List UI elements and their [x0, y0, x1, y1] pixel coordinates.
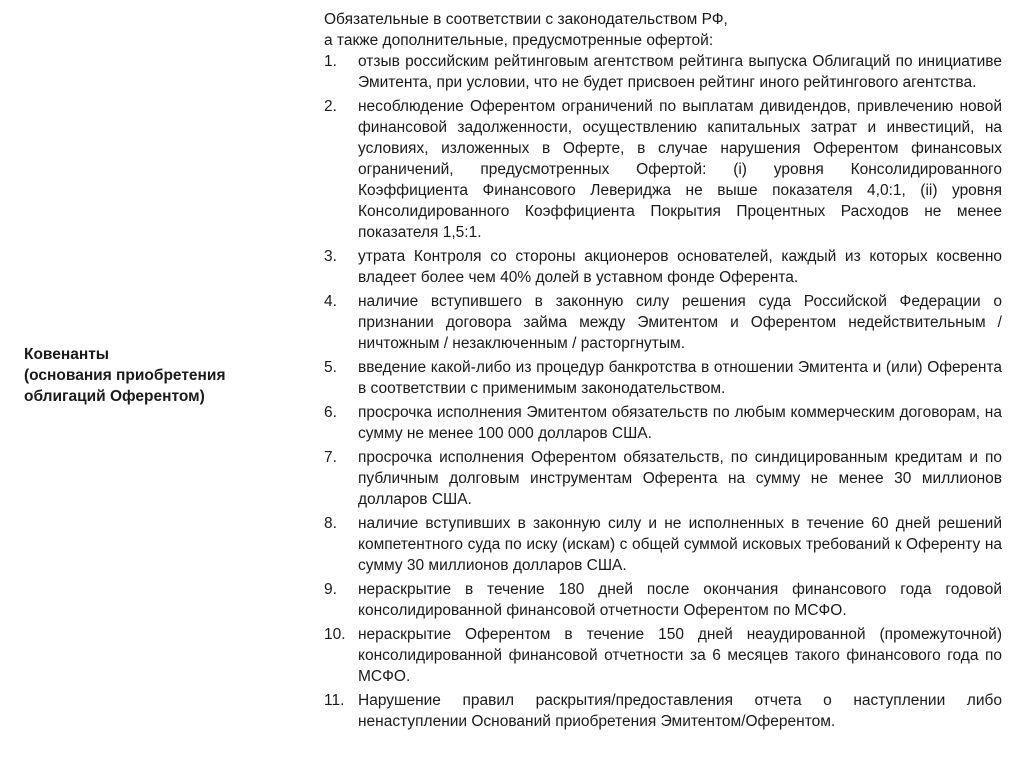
list-item: [324, 51, 1002, 93]
list-item-number: 6.: [324, 404, 337, 421]
covenants-content-cell: [324, 9, 1002, 735]
list-item: [324, 291, 1002, 354]
list-item-number: 8.: [324, 515, 337, 532]
list-item-number: 10.: [324, 626, 346, 643]
list-item: [324, 690, 1002, 732]
list-item-text: просрочка исполнения Оферентом обязательств, по синдицированным кредитам и по публичным долговым инструментам Оферента на сумму не менее 30 миллионов долларов США.: [358, 449, 1002, 508]
list-item-text: нераскрытие Оферентом в течение 150 дней неаудированной (промежуточной) консолидированной финансовой отчетности за 6 месяцев такого финансового года по МСФО.: [358, 626, 1002, 685]
list-item: [324, 624, 1002, 687]
covenants-subtitle-line-1: (основания приобретения: [24, 367, 226, 384]
covenants-title: Ковенанты: [24, 346, 110, 363]
list-item-number: 1.: [324, 53, 337, 70]
list-item-text: Нарушение правил раскрытия/предоставления отчета о наступлении либо ненаступлении Оснований приобретения Эмитентом/Оферентом.: [358, 692, 1002, 730]
list-item: [324, 96, 1002, 243]
list-item-text: нераскрытие в течение 180 дней после окончания финансового года годовой консолидированной финансовой отчетности Оферентом по МСФО.: [358, 581, 1002, 619]
intro-line-2: а также дополнительные, предусмотренные офертой:: [324, 32, 714, 49]
list-item: [324, 357, 1002, 399]
list-item-text: утрата Контроля со стороны акционеров основателей, каждый из которых косвенно владеет более чем 40% долей в уставном фонде Оферента.: [358, 248, 1002, 286]
list-item: [324, 246, 1002, 288]
list-item-number: 3.: [324, 248, 337, 265]
list-item: [324, 447, 1002, 510]
list-item-text: просрочка исполнения Эмитентом обязательств по любым коммерческим договорам, на сумму не менее 100 000 долларов США.: [358, 404, 1002, 442]
list-item-number: 7.: [324, 449, 337, 466]
list-item-text: наличие вступившего в законную силу решения суда Российской Федерации о признании договора займа между Эмитентом и Оферентом недействительным / ничтожным / незаключенным / расторгнутым.: [358, 293, 1002, 352]
list-item-number: 5.: [324, 359, 337, 376]
covenants-list: [324, 51, 1002, 732]
list-item: [324, 402, 1002, 444]
list-item: [324, 513, 1002, 576]
list-item-text: введение какой-либо из процедур банкротства в отношении Эмитента и (или) Оферента в соответствии с применимым законодательством.: [358, 359, 1002, 397]
list-item-number: 2.: [324, 98, 337, 115]
covenants-intro: [324, 9, 1002, 51]
intro-line-1: Обязательные в соответствии с законодательством РФ,: [324, 11, 728, 28]
covenants-label-cell: [24, 344, 284, 407]
list-item-text: наличие вступивших в законную силу и не исполненных в течение 60 дней решений компетентного суда по иску (искам) с общей суммой исковых требований к Оференту на сумму 30 миллионов долларов США.: [358, 515, 1002, 574]
list-item-text: несоблюдение Оферентом ограничений по выплатам дивидендов, привлечению новой финансовой задолженности, осуществлению капитальных затрат и инвестиций, на условиях, изложенных в Оферте, в случае нарушения Оферентом финансовых ограничений, предусмотренных Офертой: (i) уровня Консолидированного Коэффициента Финансового Левериджа не выше показателя 4,0:1, (ii) уровня Консолидированного Коэффициента Покрытия Процентных Расходов не менее показателя 1,5:1.: [358, 98, 1002, 241]
list-item-number: 11.: [324, 692, 345, 709]
list-item-number: 9.: [324, 581, 337, 598]
list-item: [324, 579, 1002, 621]
list-item-number: 4.: [324, 293, 337, 310]
covenants-subtitle-line-2: облигаций Оферентом): [24, 388, 205, 405]
list-item-text: отзыв российским рейтинговым агентством рейтинга выпуска Облигаций по инициативе Эмитента, при условии, что не будет присвоен рейтинг иного рейтингового агентства.: [358, 53, 1002, 91]
